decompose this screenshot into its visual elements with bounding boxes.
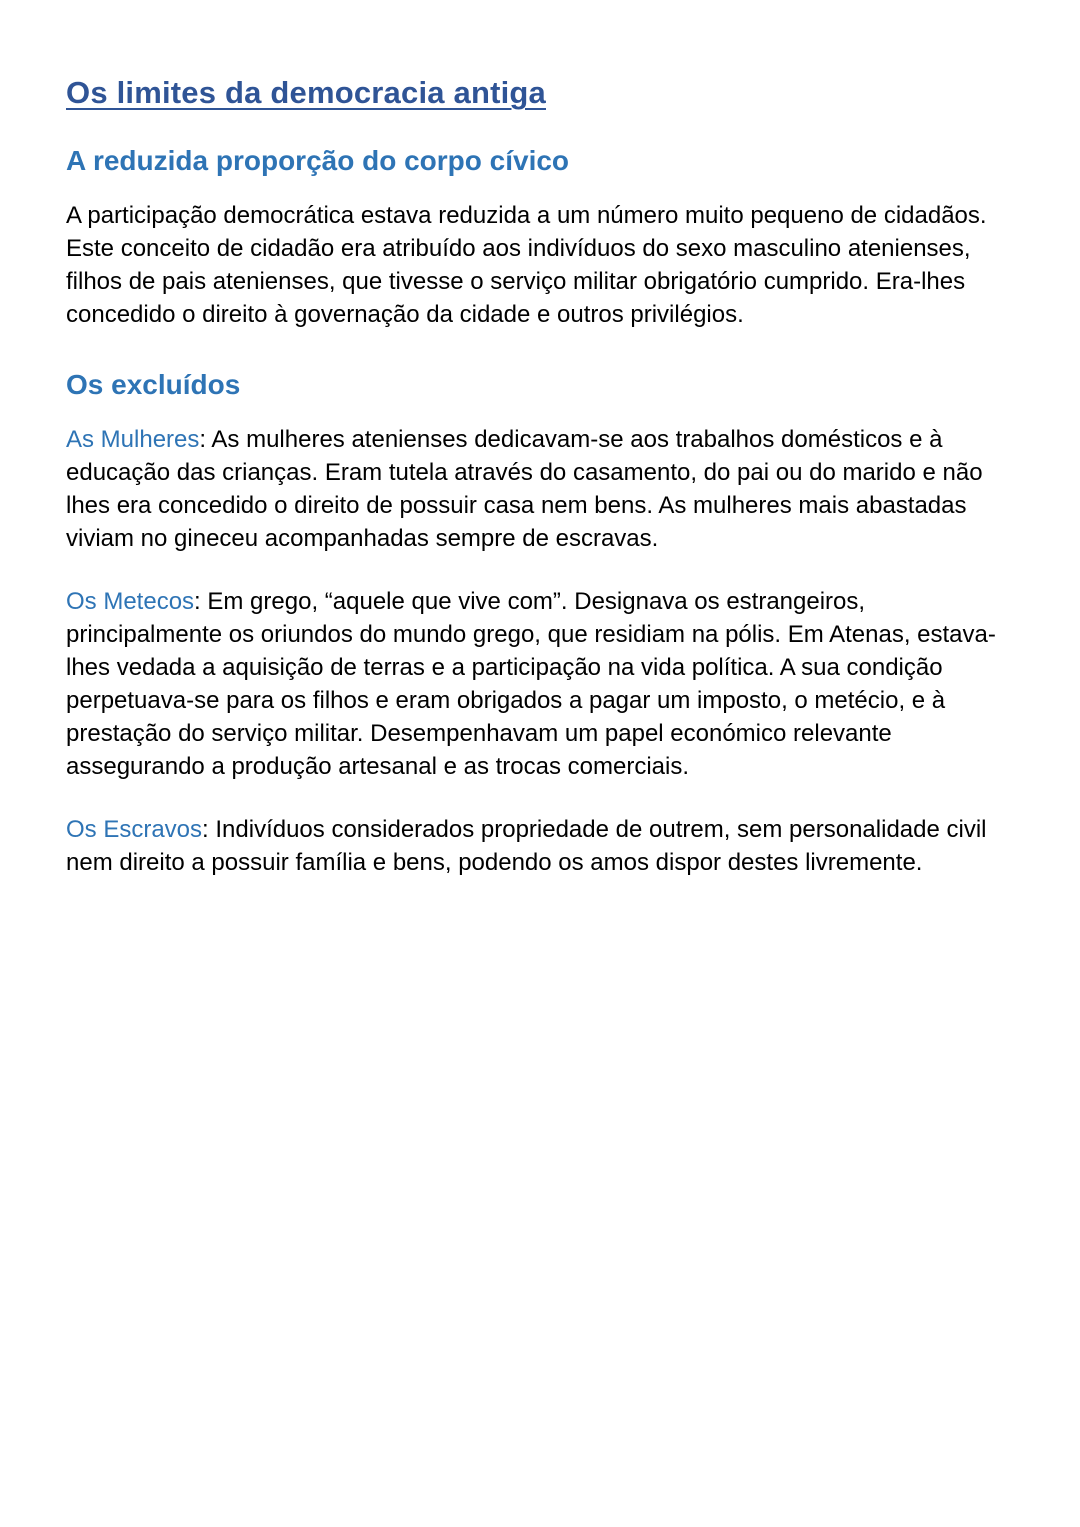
paragraph-mulheres [66,423,1015,555]
text-escravos: Indivíduos considerados propriedade de outrem, sem personalidade civil nem direito a possuir família e bens, podendo os amos dispor destes livremente. [66,816,987,876]
paragraph-metecos [66,585,1015,783]
paragraph-escravos [66,813,1015,879]
text-metecos: Em grego, “aquele que vive com”. Designava os estrangeiros, principalmente os oriundos do mundo grego, que residiam na pólis. Em Atenas, estava-lhes vedada a aquisição de terras e a participação na vida política. A sua condição perpetuava-se para os filhos e eram obrigados a pagar um imposto, o metécio, e à prestação do serviço militar. Desempenhavam um papel económico relevante assegurando a produção artesanal e as trocas comerciais. [66,588,996,780]
document-title: Os limites da democracia antiga [66,75,546,110]
term-os-metecos: Os Metecos [66,588,195,615]
section-heading-excluidos: Os excluídos [66,369,241,400]
text-mulheres: As mulheres atenienses dedicavam-se aos trabalhos domésticos e à educação das crianças. Eram tutela através do casamento, do pai ou do marido e não lhes era concedido o direito de possuir casa nem bens. As mulheres mais abastadas viviam no gineceu acompanhadas sempre de escravas. [66,426,983,552]
term-os-escravos: Os Escravos [66,816,203,843]
term-separator-escravos: : [202,816,216,843]
term-as-mulheres: As Mulheres [66,426,200,453]
paragraph-corpo-civico: A participação democrática estava reduzida a um número muito pequeno de cidadãos. Este conceito de cidadão era atribuído aos indivíduos do sexo masculino atenienses, filhos de pais atenienses, que tivesse o serviço militar obrigatório cumprido. Era-lhes concedido o direito à governação da cidade e outros privilégios. [66,202,987,328]
section-heading-corpo-civico: A reduzida proporção do corpo cívico [66,145,570,176]
term-separator-metecos: : [194,588,208,615]
term-separator-mulheres: : [199,426,212,453]
